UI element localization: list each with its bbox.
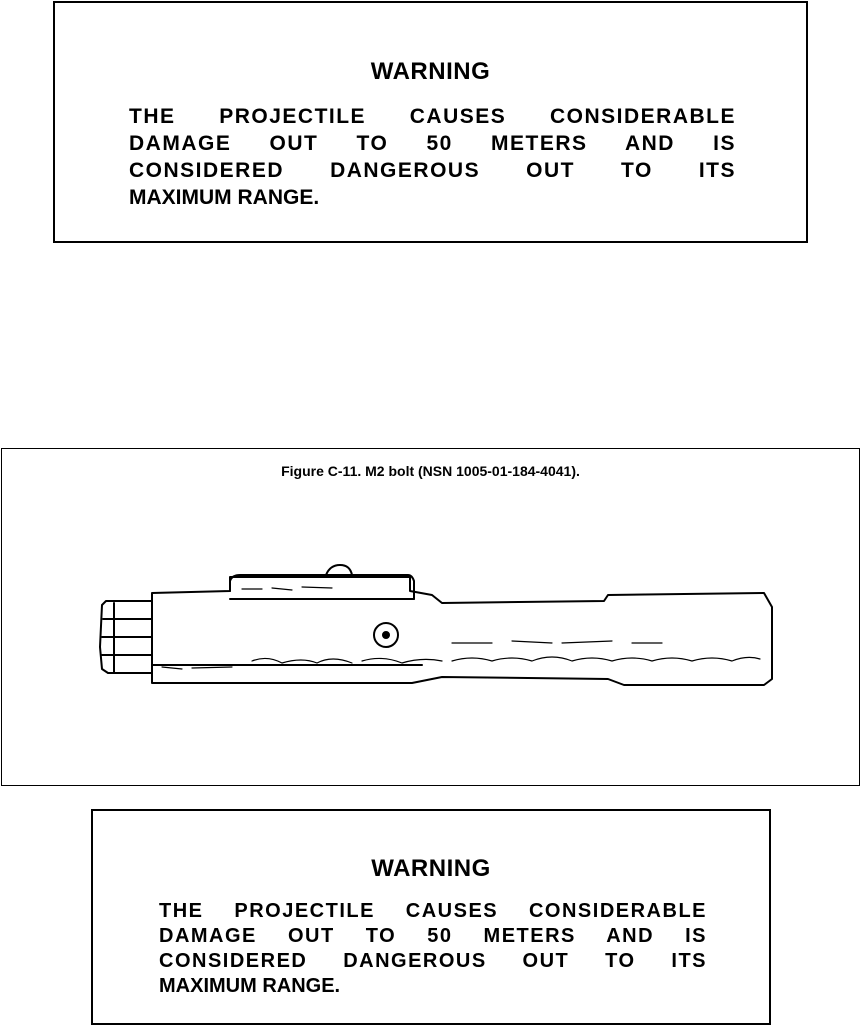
warning-line: THE PROJECTILE CAUSES CONSIDERABLE	[159, 900, 707, 922]
warning-title: WARNING	[371, 855, 491, 882]
warning-line: DAMAGE OUT TO 50 METERS AND IS	[129, 132, 736, 155]
warning-text	[159, 899, 707, 999]
figure-frame	[1, 448, 860, 786]
m2-bolt-illustration	[92, 557, 792, 697]
warning-line: CONSIDERED DANGEROUS OUT TO ITS	[159, 950, 707, 972]
warning-text	[129, 103, 736, 211]
warning-line: CONSIDERED DANGEROUS OUT TO ITS	[129, 159, 736, 182]
warning-line: MAXIMUM RANGE.	[129, 186, 320, 209]
warning-title: WARNING	[370, 58, 491, 85]
warning-box-top	[53, 1, 808, 243]
figure-caption: Figure C-11. M2 bolt (NSN 1005-01-184-4041).	[281, 463, 580, 479]
bolt-body	[152, 577, 772, 685]
warning-line: MAXIMUM RANGE.	[159, 975, 341, 997]
warning-line: DAMAGE OUT TO 50 METERS AND IS	[159, 925, 707, 947]
bolt-knob	[326, 565, 352, 575]
warning-box-bottom	[91, 809, 771, 1025]
cam-lug	[230, 575, 414, 599]
warning-line: THE PROJECTILE CAUSES CONSIDERABLE	[129, 105, 736, 128]
